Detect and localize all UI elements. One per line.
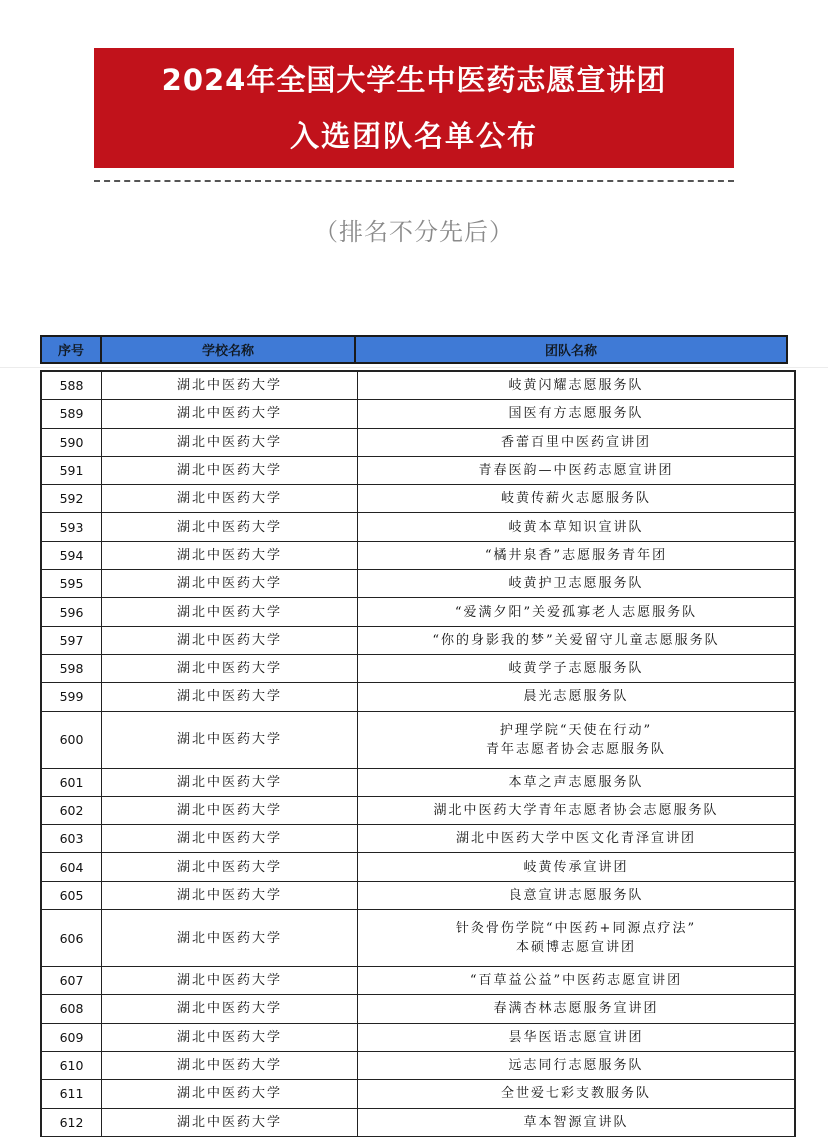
school-name: 湖北中医药大学 (102, 655, 358, 682)
school-name: 湖北中医药大学 (102, 598, 358, 625)
team-name: 青春医韵—中医药志愿宣讲团 (478, 463, 674, 479)
row-number: 601 (42, 769, 102, 796)
team-name-cell (358, 683, 794, 710)
team-name-cell (358, 882, 794, 909)
school-name: 湖北中医药大学 (102, 485, 358, 512)
team-name: 岐黄传薪火志愿服务队 (500, 491, 651, 507)
row-number: 593 (42, 513, 102, 540)
school-name: 湖北中医药大学 (102, 797, 358, 824)
school-name: 湖北中医药大学 (102, 853, 358, 880)
team-name-cell (358, 853, 794, 880)
team-name-cell (358, 429, 794, 456)
row-number: 606 (42, 910, 102, 966)
team-name-cell (358, 485, 794, 512)
row-number: 599 (42, 683, 102, 710)
team-name-cell (358, 372, 794, 399)
team-name: 针灸骨伤学院“中医药+同源点疗法” (455, 921, 697, 937)
row-number: 609 (42, 1024, 102, 1051)
table-row (42, 627, 794, 655)
table-row (42, 457, 794, 485)
table-row (42, 1024, 794, 1052)
row-number: 603 (42, 825, 102, 852)
school-name: 湖北中医药大学 (102, 683, 358, 710)
team-name: “橘井泉香”志愿服务青年团 (484, 547, 668, 563)
team-name: 护理学院“天使在行动” (499, 722, 653, 738)
team-name-cell (358, 400, 794, 427)
title-line-2: 入选团队名单公布 (289, 119, 538, 153)
table-row (42, 1080, 794, 1108)
team-name: 良意宣讲志愿服务队 (508, 887, 644, 903)
table-row (42, 1052, 794, 1080)
team-name-cell (358, 1024, 794, 1051)
table-row (42, 598, 794, 626)
row-number: 595 (42, 570, 102, 597)
team-name: 湖北中医药大学青年志愿者协会志愿服务队 (433, 803, 719, 818)
school-name: 湖北中医药大学 (102, 769, 358, 796)
team-name-cell (358, 995, 794, 1022)
school-name: 湖北中医药大学 (102, 1109, 358, 1136)
team-name: 全世爱七彩支教服务队 (500, 1086, 651, 1102)
team-name: “你的身影我的梦”关爱留守儿童志愿服务队 (432, 632, 720, 648)
team-name-cell (358, 1080, 794, 1107)
team-name: 本草之声志愿服务队 (508, 774, 644, 790)
table-row (42, 853, 794, 881)
school-name: 湖北中医药大学 (102, 627, 358, 654)
team-name: 昙华医语志愿宣讲团 (508, 1029, 644, 1045)
team-name-cell (358, 627, 794, 654)
team-name-cell (358, 797, 794, 824)
row-number: 611 (42, 1080, 102, 1107)
team-name-line-2: 青年志愿者协会志愿服务队 (485, 741, 666, 757)
team-name-cell (358, 570, 794, 597)
team-name-cell (358, 542, 794, 569)
table-row (42, 995, 794, 1023)
table-row (42, 769, 794, 797)
row-number: 602 (42, 797, 102, 824)
table-row (42, 797, 794, 825)
row-number: 605 (42, 882, 102, 909)
row-number: 610 (42, 1052, 102, 1079)
school-name: 湖北中医药大学 (102, 910, 358, 966)
team-name: “百草益公益”中医药志愿宣讲团 (469, 973, 683, 989)
team-name: 春满杏林志愿服务宣讲团 (493, 1001, 659, 1017)
row-number: 590 (42, 429, 102, 456)
team-name-cell (358, 1109, 794, 1136)
row-number: 604 (42, 853, 102, 880)
school-name: 湖北中医药大学 (102, 712, 358, 768)
school-name: 湖北中医药大学 (102, 1080, 358, 1107)
table-row (42, 570, 794, 598)
row-number: 598 (42, 655, 102, 682)
school-name: 湖北中医药大学 (102, 429, 358, 456)
team-name-cell (358, 655, 794, 682)
team-name-cell (358, 513, 794, 540)
table-row (42, 882, 794, 910)
row-number: 596 (42, 598, 102, 625)
team-name: 草本智源宣讲队 (523, 1114, 629, 1130)
table-row (42, 400, 794, 428)
school-name: 湖北中医药大学 (102, 1024, 358, 1051)
row-number: 589 (42, 400, 102, 427)
table-row (42, 372, 794, 400)
table-row (42, 967, 794, 995)
team-name: 岐黄本草知识宣讲队 (508, 519, 644, 535)
team-name-cell (358, 712, 794, 768)
header-team: 团队名称 (544, 344, 597, 359)
table-row (42, 712, 794, 769)
row-number: 600 (42, 712, 102, 768)
team-name: 国医有方志愿服务队 (508, 406, 644, 422)
header-school: 学校名称 (102, 337, 356, 362)
dashed-divider (94, 180, 734, 182)
school-name: 湖北中医药大学 (102, 457, 358, 484)
table-header (40, 335, 788, 364)
table-row (42, 655, 794, 683)
school-name: 湖北中医药大学 (102, 825, 358, 852)
school-name: 湖北中医药大学 (102, 400, 358, 427)
table-row (42, 485, 794, 513)
row-number: 594 (42, 542, 102, 569)
school-name: 湖北中医药大学 (102, 513, 358, 540)
team-name-line-2: 本硕博志愿宣讲团 (515, 940, 636, 956)
title-banner (94, 48, 734, 168)
team-name: 岐黄护卫志愿服务队 (508, 576, 644, 592)
table-row (42, 683, 794, 711)
team-name: 岐黄闪耀志愿服务队 (508, 378, 644, 394)
team-name-cell (358, 825, 794, 852)
team-name: 岐黄传承宣讲团 (523, 859, 629, 875)
school-name: 湖北中医药大学 (102, 1052, 358, 1079)
subtitle: （排名不分先后） (314, 218, 514, 246)
team-name: 香蕾百里中医药宣讲团 (500, 434, 651, 450)
row-number: 592 (42, 485, 102, 512)
table-row (42, 910, 794, 967)
row-number: 612 (42, 1109, 102, 1136)
team-name: 湖北中医药大学中医文化青泽宣讲团 (455, 831, 696, 847)
team-name-cell (358, 967, 794, 994)
school-name: 湖北中医药大学 (102, 882, 358, 909)
row-number: 588 (42, 372, 102, 399)
row-number: 607 (42, 967, 102, 994)
header-number: 序号 (42, 337, 102, 362)
team-name-cell (358, 457, 794, 484)
team-name-cell (358, 1052, 794, 1079)
table-row (42, 513, 794, 541)
section-divider (0, 367, 828, 368)
table-row (42, 429, 794, 457)
school-name: 湖北中医药大学 (102, 967, 358, 994)
table-body (40, 370, 796, 1137)
team-name: 岐黄学子志愿服务队 (508, 661, 644, 677)
school-name: 湖北中医药大学 (102, 372, 358, 399)
school-name: 湖北中医药大学 (102, 542, 358, 569)
team-name: “爱满夕阳”关爱孤寡老人志愿服务队 (454, 604, 698, 620)
row-number: 597 (42, 627, 102, 654)
row-number: 608 (42, 995, 102, 1022)
team-name-cell (358, 769, 794, 796)
team-name-cell (358, 598, 794, 625)
school-name: 湖北中医药大学 (102, 570, 358, 597)
row-number: 591 (42, 457, 102, 484)
team-name: 晨光志愿服务队 (523, 689, 629, 705)
team-name: 远志同行志愿服务队 (508, 1058, 644, 1074)
title-line-1: 2024年全国大学生中医药志愿宣讲团 (161, 63, 667, 97)
table-row (42, 542, 794, 570)
team-name-cell (358, 910, 794, 966)
table-row (42, 825, 794, 853)
school-name: 湖北中医药大学 (102, 995, 358, 1022)
table-row (42, 1109, 794, 1137)
